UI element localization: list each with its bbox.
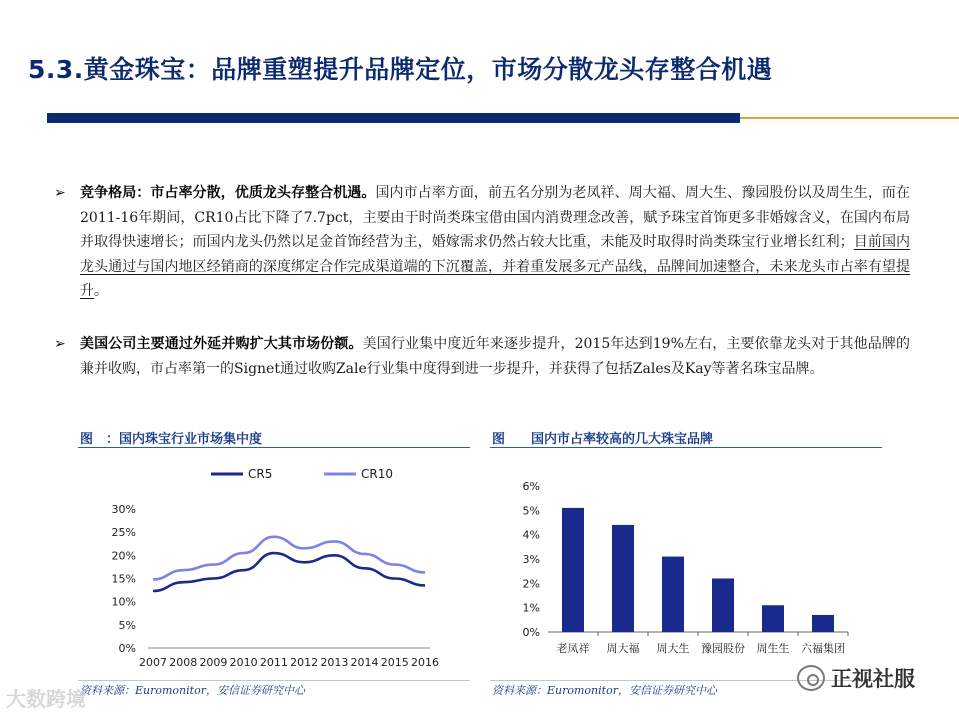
legend-label: CR10 — [361, 467, 393, 481]
bar-chart — [490, 450, 882, 678]
bullet-tail: 。 — [94, 283, 108, 299]
x-tick-label: 2008 — [169, 656, 198, 669]
bullet-underlined-text: 目前国内龙头通过与国内地区经销商的深度绑定合作完成渠道端的下沉覆盖，并着重发展多元产品线，品牌间加速整合，未来龙头市占率有望提升 — [80, 234, 911, 299]
bullet-lead: 竞争格局：市占率分散，优质龙头存整合机遇。 — [80, 185, 376, 201]
x-tick-label: 2012 — [290, 656, 319, 669]
bullet-us-companies — [54, 332, 910, 381]
y-tick-label: 15% — [111, 572, 136, 586]
watermark-left: 大数跨境 — [6, 687, 86, 711]
line-chart — [78, 450, 470, 678]
figure-footer-rule-left — [78, 680, 470, 681]
y-tick-label: 1% — [522, 601, 540, 615]
bar — [662, 557, 684, 632]
bullet-arrow-icon: ➢ — [54, 336, 66, 352]
y-tick-label: 4% — [522, 528, 540, 542]
y-tick-label: 10% — [111, 595, 136, 609]
bullet-lead: 美国公司主要通过外延并购扩大其市场份额。 — [80, 336, 363, 352]
bullet-body: 美国行业集中度近年来逐步提升，2015年达到19%左右，主要依靠龙头对于其他品牌的兼并收购，市占率第一的Signet通过收购Zale行业集中度得到进一步提升，并获得了包括Zales及Kay等著名珠宝品牌。 — [80, 336, 910, 377]
watermark-right-text: 正视社服 — [831, 667, 915, 691]
x-tick-label: 周生生 — [756, 642, 790, 655]
x-tick-label: 2016 — [411, 656, 439, 669]
x-tick-label: 豫园股份 — [701, 642, 745, 655]
title-underline-bar — [47, 113, 740, 123]
x-tick-label: 2010 — [229, 656, 258, 669]
bar — [712, 578, 734, 632]
y-tick-label: 0% — [118, 642, 136, 655]
y-tick-label: 20% — [111, 549, 136, 563]
x-tick-label: 老凤祥 — [556, 642, 590, 655]
figure-source-right: 资料来源：Euromonitor，安信证券研究中心 — [492, 684, 717, 697]
x-tick-label: 六福集团 — [801, 642, 845, 655]
y-tick-label: 5% — [118, 618, 136, 632]
y-tick-label: 30% — [111, 503, 136, 516]
x-tick-label: 2007 — [139, 656, 167, 669]
page-title: 5.3.黄金珠宝：品牌重塑提升品牌定位，市场分散龙头存整合机遇 — [28, 55, 773, 84]
x-tick-label: 2014 — [350, 656, 379, 669]
y-tick-label: 3% — [522, 553, 540, 566]
series-line-cr5 — [153, 553, 425, 591]
title-underline-accent — [740, 117, 959, 119]
bullet-arrow-icon: ➢ — [54, 185, 66, 201]
x-tick-label: 2013 — [320, 656, 349, 669]
bar — [762, 605, 784, 632]
x-tick-label: 2015 — [380, 656, 409, 669]
y-tick-label: 0% — [522, 626, 540, 639]
y-tick-label: 5% — [522, 504, 540, 518]
bullet-body: 国内市占率方面，前五名分别为老凤祥、周大福、周大生、豫园股份以及周生生，而在2011-16年期间，CR10占比下降了7.7pct，主要由于时尚类珠宝借由国内消费理念改善，赋予珠宝首饰更多非婚嫁含义，在国内布局并取得快速增长；而国内龙头仍然以足金首饰经营为主，婚嫁需求仍然占较大比重，未能及时取得时尚类珠宝行业增长红利； — [80, 185, 911, 250]
y-tick-label: 2% — [522, 577, 540, 591]
figure-rule-left — [78, 447, 470, 448]
x-tick-label: 周大生 — [656, 642, 690, 655]
x-tick-label: 周大福 — [606, 642, 640, 655]
y-tick-label: 25% — [111, 526, 136, 540]
bar — [812, 615, 834, 632]
watermark-right — [797, 663, 915, 693]
legend-label: CR5 — [248, 467, 273, 481]
bar — [562, 508, 584, 632]
bar — [612, 525, 634, 632]
figure-source-left: 资料来源：Euromonitor，安信证券研究中心 — [80, 684, 305, 697]
wechat-logo-icon — [797, 665, 825, 691]
figure-caption-right: 图 国内市占率较高的几大珠宝品牌 — [492, 432, 714, 447]
x-tick-label: 2009 — [199, 656, 228, 669]
figure-rule-right — [490, 447, 882, 448]
y-tick-label: 6% — [522, 480, 540, 493]
x-tick-label: 2011 — [259, 656, 288, 669]
figure-caption-left: 图 ：国内珠宝行业市场集中度 — [80, 432, 263, 447]
bullet-competition — [54, 181, 911, 304]
